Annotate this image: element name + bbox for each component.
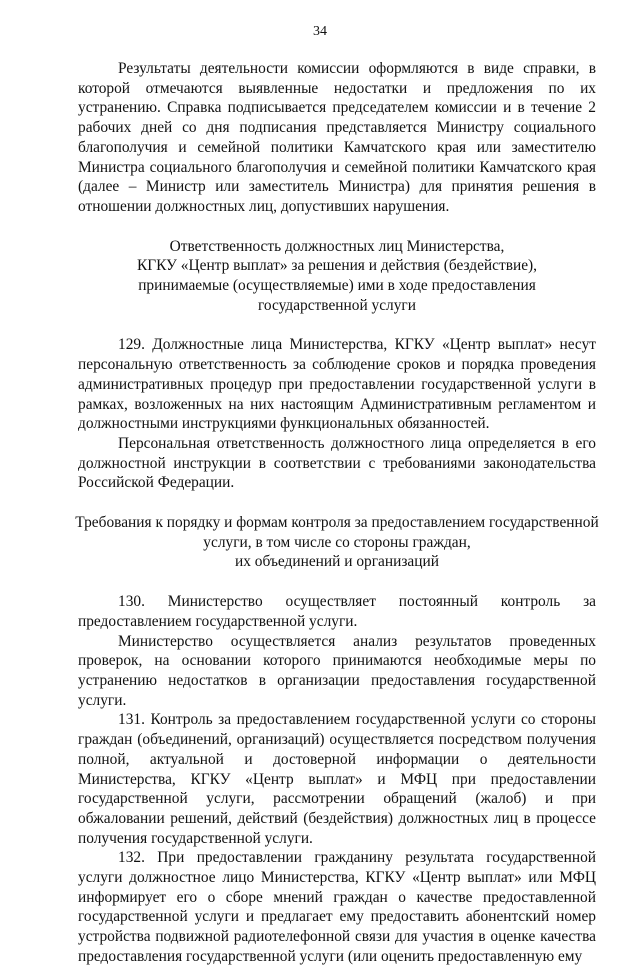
heading-line: государственной услуги: [258, 296, 416, 314]
heading-line: Ответственность должностных лиц Министерства,: [169, 237, 505, 255]
heading-line: их объединений и организаций: [235, 553, 439, 571]
heading-line: услуги, в том числе со стороны граждан,: [203, 533, 471, 551]
section-heading-control-requirements: [75, 513, 599, 572]
paragraph-130: 130. Министерство осуществляет постоянный контроль за предоставлением государственной услуги.: [78, 593, 596, 630]
heading-line: принимаемые (осуществляемые) ими в ходе предоставления: [138, 277, 536, 295]
paragraph-commission-results: Результаты деятельности комиссии оформляются в виде справки, в которой отмечаются выявленные недостатки и предложения по их устранению. Справка подписывается председателем комиссии и в течение 2 рабочих дней со дня подписания представляется Министру социального благополучия и семейной политики Камчатского края или заместителю Министра социального благополучия и семейной политики Камчатского края (далее – Министр или заместитель Министра) для принятия решения в отношении должностных лиц, допустивших нарушения.: [78, 60, 596, 215]
document-body: [75, 59, 599, 967]
heading-line: Требования к порядку и формам контроля за предоставлением государственной: [75, 514, 599, 532]
paragraph-131: 131. Контроль за предоставлением государственной услуги со стороны граждан (объединений, организаций) осуществляется посредством получения полной, актуальной и достоверной информации о деятельности Министерства, КГКУ «Центр выплат» и МФЦ при предоставлении государственной услуги, рассмотрении обращений (жалоб) и при обжаловании решений, действий (бездействия) должностных лиц в процессе получения государственной услуги.: [78, 711, 596, 847]
paragraph-personal-responsibility: Персональная ответственность должностного лица определяется в его должностной инструкции в соответствии с требованиями законодательства Российской Федерации.: [78, 434, 596, 492]
section-heading-responsibility: [78, 237, 596, 316]
paragraph-132: 132. При предоставлении гражданину результата государственной услуги должностное лицо Министерства, КГКУ «Центр выплат» или МФЦ информирует его о сборе мнений граждан о качестве предоставленной государственной услуги и предлагает ему предоставить абонентский номер устройства подвижной радиотелефонной связи для участия в оценке качества предоставления государственной услуги (или оценить предоставленную ему: [78, 849, 596, 965]
page-number: 34: [313, 24, 327, 39]
heading-line: КГКУ «Центр выплат» за решения и действия (бездействие),: [136, 257, 538, 275]
paragraph-analysis: Министерство осуществляется анализ результатов проведенных проверок, на основании которого принимаются необходимые меры по устранению недостатков в организации предоставления государственной услуги.: [78, 632, 596, 709]
paragraph-129: 129. Должностные лица Министерства, КГКУ «Центр выплат» несут персональную ответственность за соблюдение сроков и порядка проведения административных процедур при предоставлении государственной услуги в рамках, возложенных на них настоящим Административным регламентом и должностными инструкциями функциональных обязанностей.: [78, 336, 596, 433]
